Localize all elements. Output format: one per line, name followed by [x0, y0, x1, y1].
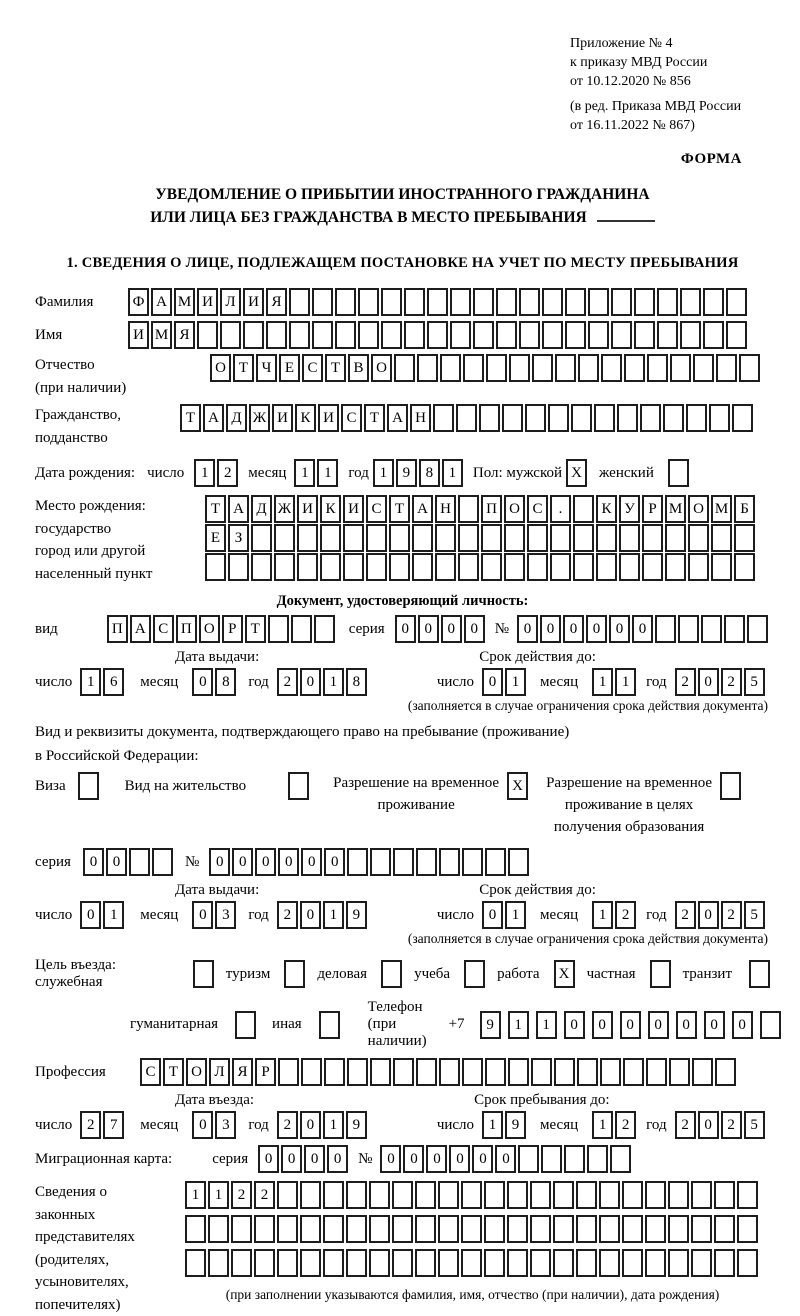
right-series-boxes: 0 0 — [83, 848, 175, 876]
visa-option: Виза — [35, 772, 101, 800]
purpose-private-label: частная — [586, 965, 636, 982]
sex-male-label: Пол: мужской — [472, 465, 563, 481]
doc-valid-day: 0 1 — [482, 668, 528, 696]
purpose-study-checkbox — [457, 960, 485, 988]
edition-line: от 16.11.2022 № 867) — [570, 118, 695, 133]
patronymic-label: Отчество (при наличии) — [35, 357, 127, 396]
right-number-boxes: 0 0 0 0 0 0 — [209, 848, 531, 876]
stay-day: 1 9 — [482, 1111, 528, 1139]
series-label: серия — [348, 621, 385, 637]
phone-label: Телефон (при наличии) — [367, 999, 427, 1049]
sex-female-checkbox — [668, 459, 691, 487]
surname-field — [35, 288, 770, 316]
birthplace-row2: Е З — [205, 524, 757, 552]
doc-series-boxes: 0 0 0 0 — [395, 615, 487, 643]
birthplace-label: Место рождения: государство город или другой населенный пункт — [35, 498, 153, 582]
guardians-note: (при заполнении указываются фамилия, имя, отчество (при наличии), дата рождения) — [225, 1287, 720, 1302]
appendix-line: от 10.12.2020 № 856 — [570, 74, 691, 89]
rightdoc-text: Вид и реквизиты документа, подтверждающего право на пребывание (проживание) в Российской Федерации: — [35, 724, 570, 764]
residence-permit-checkbox — [280, 772, 311, 800]
edition-line: (в ред. Приказа МВД России — [570, 99, 742, 114]
guardians-row3 — [185, 1249, 760, 1277]
year-label: год — [348, 465, 369, 481]
iddoc-date-headings — [35, 649, 770, 666]
purpose-transit-checkbox — [742, 960, 770, 988]
name-boxes: И М Я — [128, 321, 749, 349]
right-issue-month: 0 3 — [192, 901, 238, 929]
citizenship-label: Гражданство, подданство — [35, 407, 122, 446]
residence-options — [35, 772, 770, 838]
forma-label: ФОРМА — [680, 151, 742, 167]
citizenship-field — [35, 404, 770, 449]
purpose-business-label: деловая — [317, 965, 368, 982]
form-title-line1: УВЕДОМЛЕНИЕ О ПРИБЫТИИ ИНОСТРАННОГО ГРАЖДАНИНА — [155, 186, 650, 203]
number-label: № — [494, 621, 509, 637]
temp-residence-label: Разрешение на временное проживание — [333, 775, 500, 813]
guardians-label: Сведения о законных представителях (родителях, усыновителях, попечителях) — [35, 1184, 135, 1313]
temp-edu-option — [546, 772, 743, 838]
appendix-line: Приложение № 4 — [570, 36, 673, 51]
birthplace-row3 — [205, 553, 757, 581]
surname-label: Фамилия — [35, 294, 94, 310]
birthplace-row1: Т А Д Ж И К И С Т А Н П О С . К У Р М О М Б — [205, 495, 757, 523]
temp-residence-option — [333, 772, 530, 816]
doc-valid-year: 2 0 2 5 — [675, 668, 767, 696]
purpose-humanitarian-checkbox — [228, 1011, 256, 1039]
phone-prefix: +7 — [448, 1016, 465, 1032]
birthdate-label: Дата рождения: — [35, 465, 136, 481]
entry-day: 2 7 — [80, 1111, 126, 1139]
purpose-phone-row — [35, 999, 770, 1050]
purpose-tourism-label: туризм — [225, 965, 271, 982]
form-title — [35, 184, 770, 229]
iddoc-kind-field — [35, 615, 770, 643]
iddoc-dates: число 1 6 месяц 0 8 год 2 0 1 8 число 0 1 месяц 1 1 год 2 0 2 5 — [35, 668, 770, 696]
name-field — [35, 321, 770, 349]
month-label: месяц — [248, 465, 287, 481]
temp-residence-checkbox: X — [499, 772, 530, 800]
section1-heading: 1. СВЕДЕНИЯ О ЛИЦЕ, ПОДЛЕЖАЩЕМ ПОСТАНОВКЕ НА УЧЕТ ПО МЕСТУ ПРЕБЫВАНИЯ — [66, 255, 739, 271]
temp-edu-checkbox — [712, 772, 743, 800]
purpose-work-label: работа — [497, 965, 540, 982]
purpose-other-label: иная — [272, 1016, 302, 1032]
visa-checkbox — [70, 772, 101, 800]
appendix-line: к приказу МВД России — [570, 55, 708, 70]
entry-purpose-row — [35, 957, 770, 991]
birthplace-field — [35, 495, 770, 585]
purpose-private-checkbox — [643, 960, 671, 988]
purpose-official-checkbox — [186, 960, 214, 988]
purpose-official-label: Цель въезда: служебная — [35, 957, 116, 990]
profession-boxes: С Т О Л Я Р — [140, 1058, 738, 1086]
birth-year-boxes: 1 9 8 1 — [373, 459, 465, 487]
doc-valid-month: 1 1 — [592, 668, 638, 696]
purpose-work-checkbox: X — [547, 960, 575, 988]
doc-issue-year: 2 0 1 8 — [277, 668, 369, 696]
guardians-row2 — [185, 1215, 760, 1243]
phone-digit-boxes: 9 1 1 0 0 0 0 0 0 0 — [473, 1011, 781, 1039]
right-valid-day: 0 1 — [482, 901, 528, 929]
residence-permit-option: Вид на жительство — [125, 772, 311, 800]
purpose-humanitarian-label: гуманитарная — [130, 1016, 219, 1032]
sex-male-checkbox: X — [566, 459, 589, 487]
right-valid-month: 1 2 — [592, 901, 638, 929]
doc-number-boxes: 0 0 0 0 0 0 — [517, 615, 770, 643]
entry-month: 0 3 — [192, 1111, 238, 1139]
right-valid-year: 2 0 2 5 — [675, 901, 767, 929]
profession-label: Профессия — [35, 1064, 106, 1080]
purpose-business-checkbox — [374, 960, 402, 988]
entry-date-headings — [35, 1092, 770, 1109]
entry-dates: число 2 7 месяц 0 3 год 2 0 1 9 число 1 9 месяц 1 2 год 2 0 2 5 — [35, 1111, 770, 1139]
validity-note: (заполняется в случае ограничения срока действия документа) — [407, 698, 768, 713]
sex-female-label: женский — [599, 465, 654, 481]
mc-number-boxes: 0 0 0 0 0 0 — [380, 1145, 633, 1173]
valid-until-label: Срок действия до: — [479, 649, 596, 665]
doc-issue-day: 1 6 — [80, 668, 126, 696]
name-label: Имя — [35, 327, 63, 343]
doc-kind-boxes: П А С П О Р Т — [107, 615, 337, 643]
rightdoc-dates: число 0 1 месяц 0 3 год 2 0 1 9 число 0 1 месяц 1 2 год 2 0 2 5 — [35, 901, 770, 929]
migration-card-field: Миграционная карта: серия 0 0 0 0 № 0 0 0 0 0 0 — [35, 1145, 770, 1173]
right-issue-day: 0 1 — [80, 901, 126, 929]
appendix-note — [570, 34, 770, 135]
stay-until-label: Срок пребывания до: — [474, 1092, 610, 1108]
birthdate-field — [35, 459, 770, 487]
iddoc-heading: Документ, удостоверяющий личность: — [276, 593, 529, 609]
purpose-tourism-checkbox — [277, 960, 305, 988]
guardians-row1: 1 1 2 2 — [185, 1181, 760, 1209]
doc-issue-month: 0 8 — [192, 668, 238, 696]
patronymic-field — [35, 354, 770, 399]
entry-year: 2 0 1 9 — [277, 1111, 369, 1139]
citizenship-boxes: Т А Д Ж И К И С Т А Н — [180, 404, 755, 432]
patronymic-boxes: О Т Ч Е С Т В О — [210, 354, 762, 382]
temp-edu-label: Разрешение на временное проживание в целях получения образования — [546, 775, 713, 835]
birth-day-boxes: 1 2 — [194, 459, 240, 487]
surname-boxes: Ф А М И Л И Я — [128, 288, 749, 316]
purpose-transit-label: транзит — [682, 965, 732, 982]
stay-month: 1 2 — [592, 1111, 638, 1139]
purpose-other-checkbox — [312, 1011, 340, 1039]
purpose-study-label: учеба — [414, 965, 451, 982]
mc-series-boxes: 0 0 0 0 — [258, 1145, 350, 1173]
day-label: число — [147, 465, 185, 481]
validity-note-2: (заполняется в случае ограничения срока действия документа) — [407, 931, 768, 946]
profession-field — [35, 1058, 770, 1086]
right-issue-year: 2 0 1 9 — [277, 901, 369, 929]
stay-year: 2 0 2 5 — [675, 1111, 767, 1139]
issue-date-label: Дата выдачи: — [175, 649, 260, 665]
title-blank-underline — [597, 206, 655, 222]
entry-date-label: Дата въезда: — [175, 1092, 255, 1108]
rightdoc-series-field: серия 0 0 № 0 0 0 0 0 0 — [35, 848, 770, 876]
migration-card-label: Миграционная карта: — [35, 1151, 173, 1167]
guardians-boxes — [185, 1181, 760, 1303]
form-title-line2: ИЛИ ЛИЦА БЕЗ ГРАЖДАНСТВА В МЕСТО ПРЕБЫВАНИЯ — [35, 206, 770, 229]
rightdoc-date-headings: Дата выдачи: Срок действия до: — [175, 882, 596, 898]
guardians-field — [35, 1181, 770, 1316]
birthplace-boxes — [205, 495, 757, 582]
birth-month-boxes: 1 1 — [294, 459, 340, 487]
kind-label: вид — [35, 621, 58, 637]
